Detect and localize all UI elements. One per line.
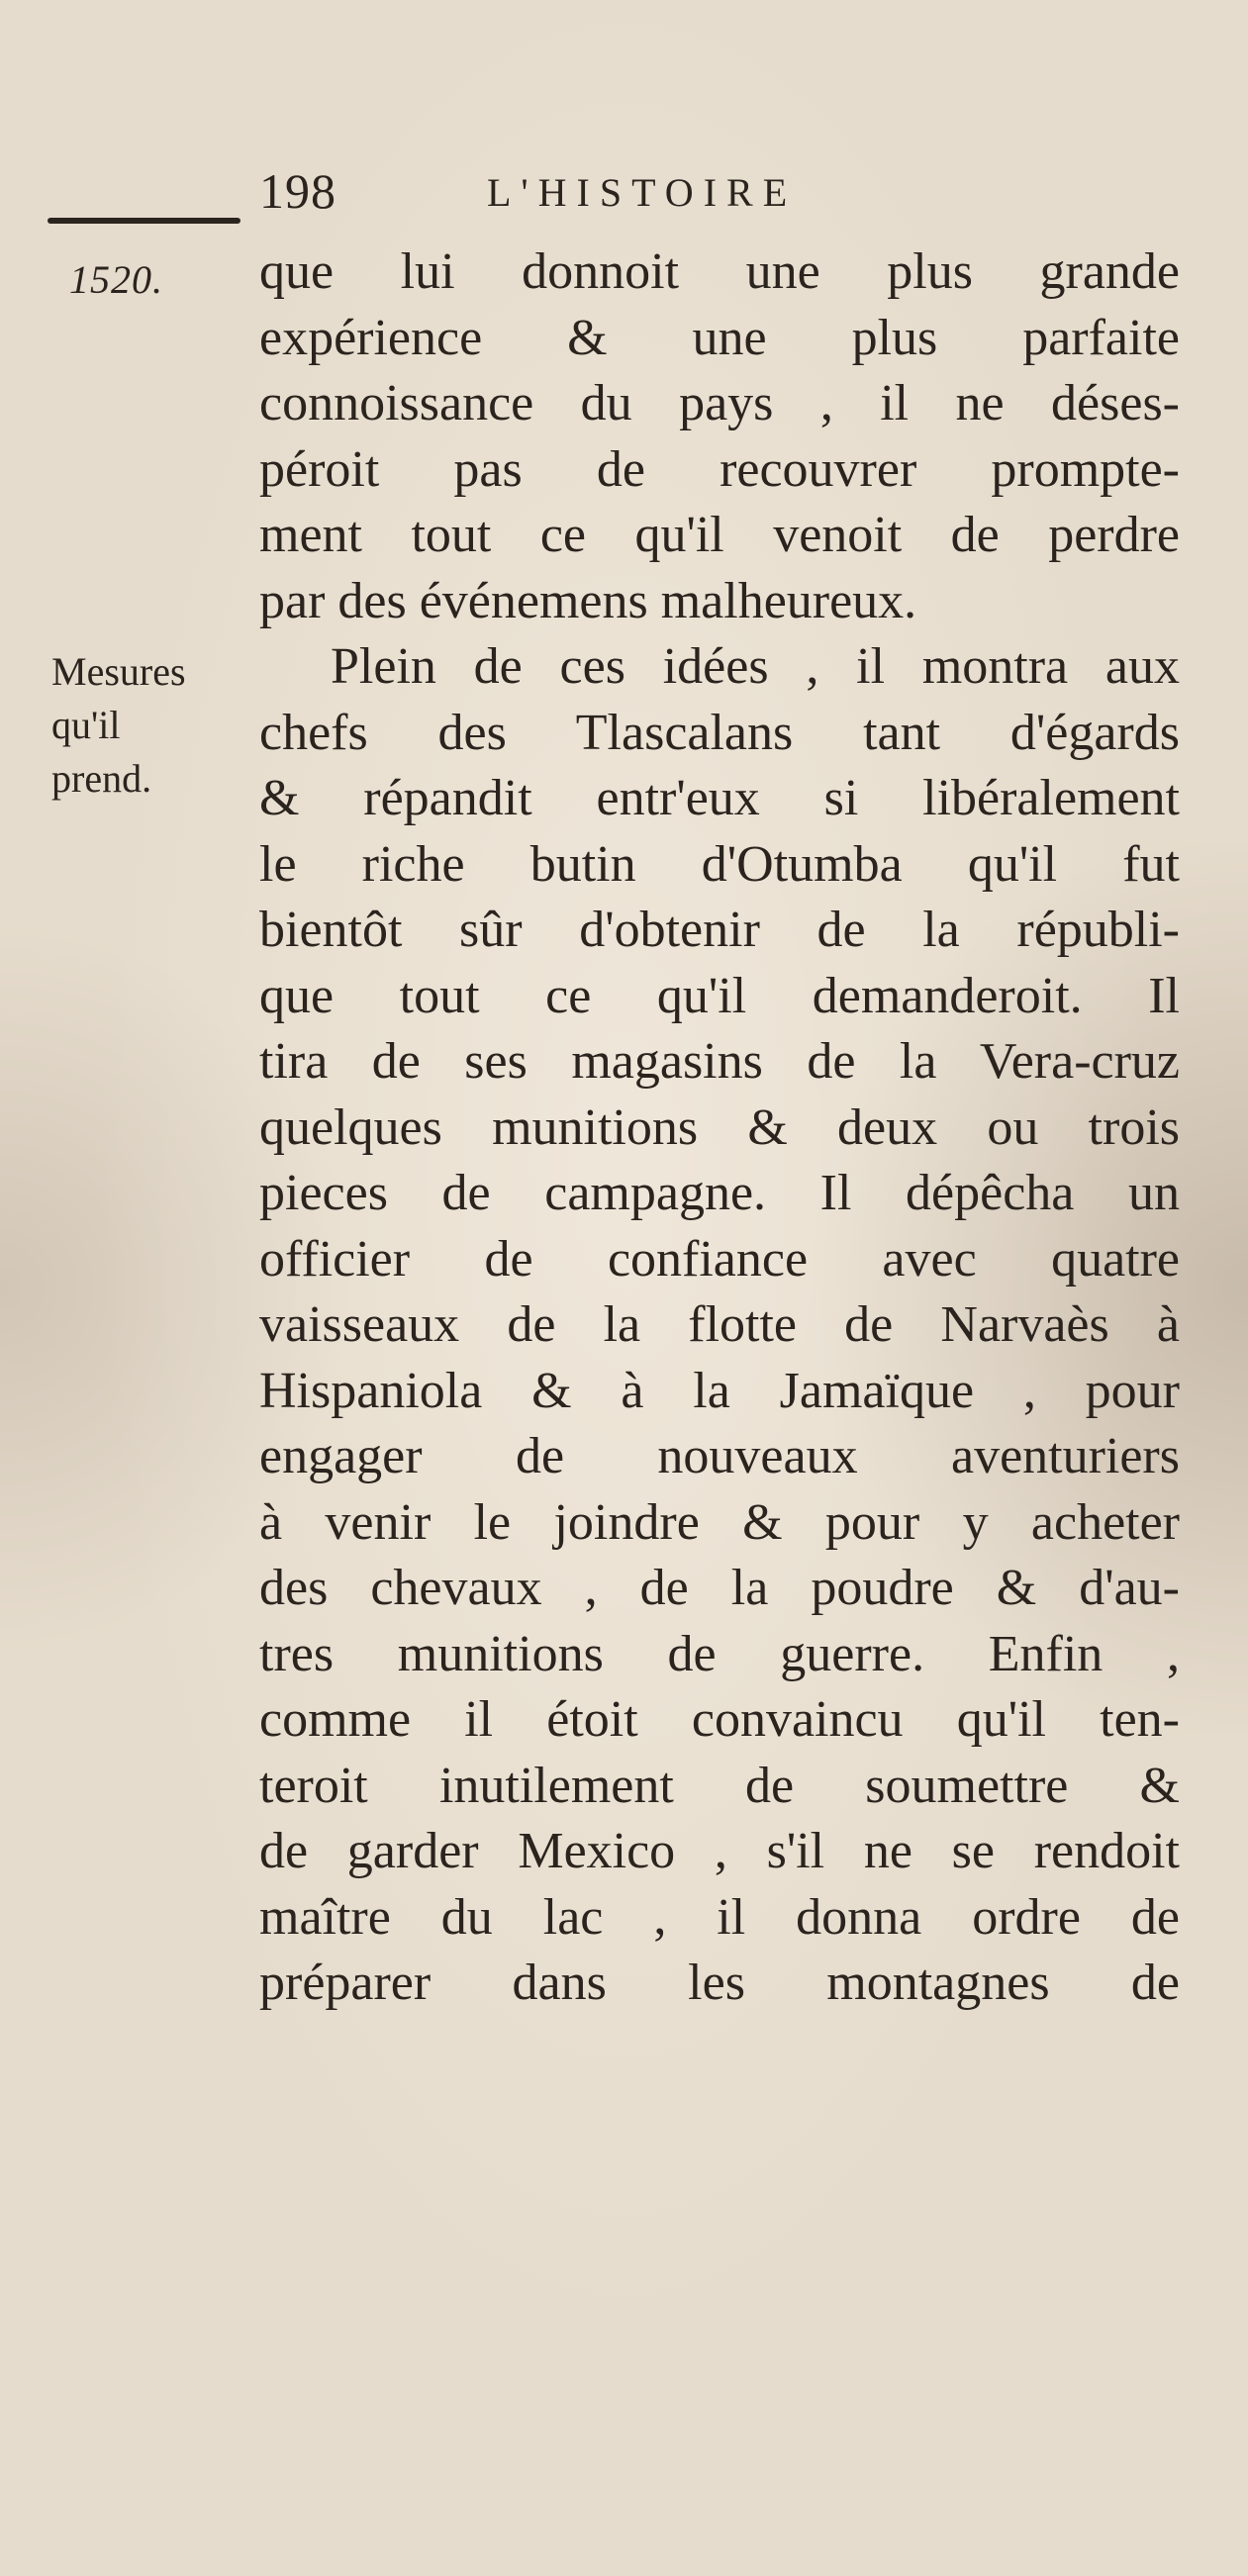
text-line: tira de ses magasins de la Vera-cruz bbox=[259, 1033, 1180, 1090]
page-header bbox=[259, 161, 972, 221]
text-line: connoissance du pays , il ne déses- bbox=[259, 375, 1180, 431]
text-line: engager de nouveaux aventuriers bbox=[259, 1428, 1180, 1484]
marginal-note bbox=[51, 645, 254, 806]
text-line: quelques munitions & deux ou trois bbox=[259, 1098, 1180, 1156]
text-line: péroit pas de recouvrer prompte- bbox=[259, 440, 1180, 498]
text-line: pieces de campagne. Il dépêcha un bbox=[259, 1165, 1180, 1221]
running-title: L'HISTOIRE bbox=[487, 170, 798, 215]
text-line: bientôt sûr d'obtenir de la républi- bbox=[259, 902, 1180, 958]
text-line: que lui donnoit une plus grande bbox=[259, 243, 1180, 300]
text-line: que tout ce qu'il demanderoit. Il bbox=[259, 967, 1180, 1024]
text-line: à venir le joindre & pour y acheter bbox=[259, 1493, 1180, 1551]
marginal-note-line: Mesures bbox=[51, 649, 186, 694]
text-line: par des événemens malheureux. bbox=[259, 572, 917, 629]
text-line: vaisseaux de la flotte de Narvaès à bbox=[259, 1296, 1180, 1353]
text-line: teroit inutilement de soumettre & bbox=[259, 1757, 1180, 1814]
text-line: tres munitions de guerre. Enfin , bbox=[259, 1625, 1180, 1682]
text-line: le riche butin d'Otumba qu'il fut bbox=[259, 835, 1180, 893]
marginal-note-line: prend. bbox=[51, 756, 152, 801]
text-line: officier de confiance avec quatre bbox=[259, 1230, 1180, 1288]
text-line: des chevaux , de la poudre & d'au- bbox=[259, 1560, 1180, 1616]
margin-rule bbox=[48, 218, 240, 224]
margin-year: 1520. bbox=[69, 257, 163, 302]
text-line: Plein de ces idées , il montra aux bbox=[331, 638, 1180, 695]
text-line: Hispaniola & à la Jamaïque , pour bbox=[259, 1362, 1180, 1419]
body-text bbox=[259, 239, 1180, 2017]
text-line: chefs des Tlascalans tant d'égards bbox=[259, 704, 1180, 761]
text-line: & répandit entr'eux si libéralement bbox=[259, 770, 1180, 826]
marginal-note-line: qu'il bbox=[51, 703, 121, 747]
text-line: maître du lac , il donna ordre de bbox=[259, 1888, 1180, 1946]
text-line: comme il étoit convaincu qu'il ten- bbox=[259, 1691, 1180, 1748]
text-line: expérience & une plus parfaite bbox=[259, 309, 1180, 366]
text-line: préparer dans les montagnes de bbox=[259, 1955, 1180, 2011]
text-line: de garder Mexico , s'il ne se rendoit bbox=[259, 1823, 1180, 1879]
text-line: ment tout ce qu'il venoit de perdre bbox=[259, 507, 1180, 563]
page-number: 198 bbox=[259, 163, 336, 219]
